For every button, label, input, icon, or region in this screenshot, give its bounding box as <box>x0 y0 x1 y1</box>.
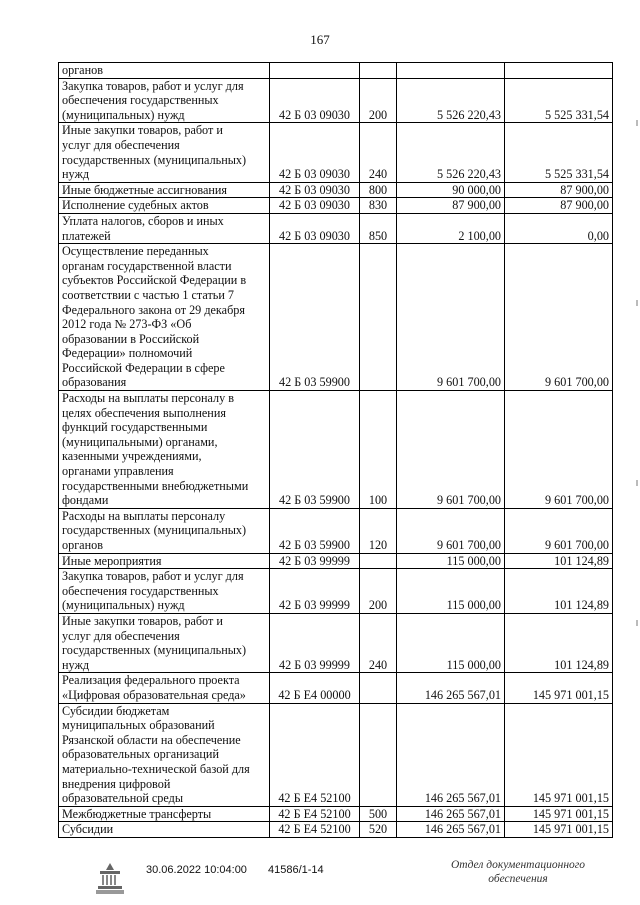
table-row <box>59 613 613 672</box>
expense-name-cell: Субсидии бюджетам муниципальных образований Рязанской области на обеспечение образовательных организаций материально-технической базой для внедрения цифровой образовательной среды <box>59 703 270 806</box>
footer <box>0 858 640 898</box>
planned-amount-cell: 87 900,00 <box>397 198 505 214</box>
executed-amount-cell: 101 124,89 <box>505 553 613 569</box>
footer-datetime: 30.06.2022 10:04:00 <box>146 864 247 876</box>
expense-name-cell: Иные закупки товаров, работ и услуг для обеспечения государственных (муниципальных) нужд <box>59 123 270 182</box>
department-stamp <box>428 858 608 886</box>
table-row <box>59 553 613 569</box>
budget-table <box>58 62 613 838</box>
expense-type-cell: 200 <box>360 569 397 614</box>
target-item-code-cell <box>270 63 360 79</box>
expense-name-cell: Иные бюджетные ассигнования <box>59 182 270 198</box>
table-row <box>59 806 613 822</box>
expense-name-cell: Субсидии <box>59 822 270 838</box>
stamp-line-2: обеспечения <box>488 873 548 885</box>
expense-name-cell: органов <box>59 63 270 79</box>
executed-amount-cell: 0,00 <box>505 213 613 243</box>
expense-type-cell: 200 <box>360 78 397 123</box>
table-row <box>59 63 613 79</box>
target-item-code-cell: 42 Б 03 09030 <box>270 213 360 243</box>
scan-edge-mark <box>636 300 638 306</box>
target-item-code-cell: 42 Б 03 59900 <box>270 391 360 509</box>
planned-amount-cell: 2 100,00 <box>397 213 505 243</box>
expense-type-cell <box>360 673 397 703</box>
planned-amount-cell: 146 265 567,01 <box>397 822 505 838</box>
expense-type-cell <box>360 553 397 569</box>
table-row <box>59 391 613 509</box>
table-row <box>59 508 613 553</box>
planned-amount-cell: 9 601 700,00 <box>397 391 505 509</box>
expense-name-cell: Иные закупки товаров, работ и услуг для обеспечения государственных (муниципальных) нужд <box>59 613 270 672</box>
planned-amount-cell: 9 601 700,00 <box>397 508 505 553</box>
expense-type-cell <box>360 703 397 806</box>
table-row <box>59 123 613 182</box>
planned-amount-cell: 146 265 567,01 <box>397 673 505 703</box>
expense-type-cell: 850 <box>360 213 397 243</box>
expense-name-cell: Расходы на выплаты персоналу в целях обеспечения выполнения функций государственными (муниципальными) органами, казенными учреждениями, органами управления государственными внебюджетными фондами <box>59 391 270 509</box>
expense-name-cell: Закупка товаров, работ и услуг для обеспечения государственных (муниципальных) нужд <box>59 78 270 123</box>
executed-amount-cell: 5 525 331,54 <box>505 78 613 123</box>
executed-amount-cell: 145 971 001,15 <box>505 703 613 806</box>
executed-amount-cell: 145 971 001,15 <box>505 822 613 838</box>
target-item-code-cell: 42 Б 03 99999 <box>270 553 360 569</box>
duma-building-emblem-icon <box>92 861 128 897</box>
expense-type-cell: 520 <box>360 822 397 838</box>
expense-type-cell: 500 <box>360 806 397 822</box>
executed-amount-cell <box>505 63 613 79</box>
executed-amount-cell: 9 601 700,00 <box>505 391 613 509</box>
table-row <box>59 822 613 838</box>
expense-type-cell: 240 <box>360 613 397 672</box>
expense-type-cell: 100 <box>360 391 397 509</box>
target-item-code-cell: 42 Б 03 99999 <box>270 569 360 614</box>
executed-amount-cell: 145 971 001,15 <box>505 806 613 822</box>
executed-amount-cell: 101 124,89 <box>505 613 613 672</box>
expense-type-cell: 240 <box>360 123 397 182</box>
expense-type-cell <box>360 244 397 391</box>
planned-amount-cell: 146 265 567,01 <box>397 703 505 806</box>
executed-amount-cell: 145 971 001,15 <box>505 673 613 703</box>
expense-type-cell <box>360 63 397 79</box>
page-number: 167 <box>310 32 330 47</box>
target-item-code-cell: 42 Б 03 59900 <box>270 508 360 553</box>
expense-name-cell: Иные мероприятия <box>59 553 270 569</box>
target-item-code-cell: 42 Б 03 09030 <box>270 123 360 182</box>
target-item-code-cell: 42 Б 03 09030 <box>270 78 360 123</box>
target-item-code-cell: 42 Б 03 99999 <box>270 613 360 672</box>
table-row <box>59 569 613 614</box>
target-item-code-cell: 42 Б 03 09030 <box>270 198 360 214</box>
target-item-code-cell: 42 Б 03 09030 <box>270 182 360 198</box>
expense-name-cell: Закупка товаров, работ и услуг для обеспечения государственных (муниципальных) нужд <box>59 569 270 614</box>
expense-type-cell: 830 <box>360 198 397 214</box>
table-row <box>59 78 613 123</box>
executed-amount-cell: 5 525 331,54 <box>505 123 613 182</box>
planned-amount-cell: 5 526 220,43 <box>397 78 505 123</box>
planned-amount-cell <box>397 63 505 79</box>
scan-edge-mark <box>636 120 638 126</box>
expense-type-cell: 120 <box>360 508 397 553</box>
executed-amount-cell: 9 601 700,00 <box>505 244 613 391</box>
table-row <box>59 198 613 214</box>
table-row <box>59 673 613 703</box>
target-item-code-cell: 42 Б Е4 52100 <box>270 806 360 822</box>
expense-type-cell: 800 <box>360 182 397 198</box>
planned-amount-cell: 90 000,00 <box>397 182 505 198</box>
planned-amount-cell: 115 000,00 <box>397 613 505 672</box>
executed-amount-cell: 9 601 700,00 <box>505 508 613 553</box>
planned-amount-cell: 146 265 567,01 <box>397 806 505 822</box>
expense-name-cell: Реализация федерального проекта «Цифровая образовательная среда» <box>59 673 270 703</box>
executed-amount-cell: 87 900,00 <box>505 182 613 198</box>
scan-edge-mark <box>636 620 638 626</box>
expense-name-cell: Расходы на выплаты персоналу государственных (муниципальных) органов <box>59 508 270 553</box>
planned-amount-cell: 115 000,00 <box>397 569 505 614</box>
table-row <box>59 703 613 806</box>
executed-amount-cell: 101 124,89 <box>505 569 613 614</box>
target-item-code-cell: 42 Б Е4 52100 <box>270 703 360 806</box>
target-item-code-cell: 42 Б 03 59900 <box>270 244 360 391</box>
expense-name-cell: Осуществление переданных органам государственной власти субъектов Российской Федерации в соответствии с частью 1 статьи 7 Федерального закона от 29 декабря 2012 года № 273-ФЗ «Об образовании в Российской Федерации» полномочий Российской Федерации в сфере образования <box>59 244 270 391</box>
expense-name-cell: Исполнение судебных актов <box>59 198 270 214</box>
planned-amount-cell: 5 526 220,43 <box>397 123 505 182</box>
planned-amount-cell: 9 601 700,00 <box>397 244 505 391</box>
table-row <box>59 213 613 243</box>
target-item-code-cell: 42 Б Е4 52100 <box>270 822 360 838</box>
expense-name-cell: Межбюджетные трансферты <box>59 806 270 822</box>
table-row <box>59 244 613 391</box>
expense-name-cell: Уплата налогов, сборов и иных платежей <box>59 213 270 243</box>
scan-edge-mark <box>636 480 638 486</box>
target-item-code-cell: 42 Б Е4 00000 <box>270 673 360 703</box>
executed-amount-cell: 87 900,00 <box>505 198 613 214</box>
footer-doc-number: 41586/1-14 <box>268 864 324 876</box>
planned-amount-cell: 115 000,00 <box>397 553 505 569</box>
table-row <box>59 182 613 198</box>
stamp-line-1: Отдел документационного <box>450 859 586 871</box>
